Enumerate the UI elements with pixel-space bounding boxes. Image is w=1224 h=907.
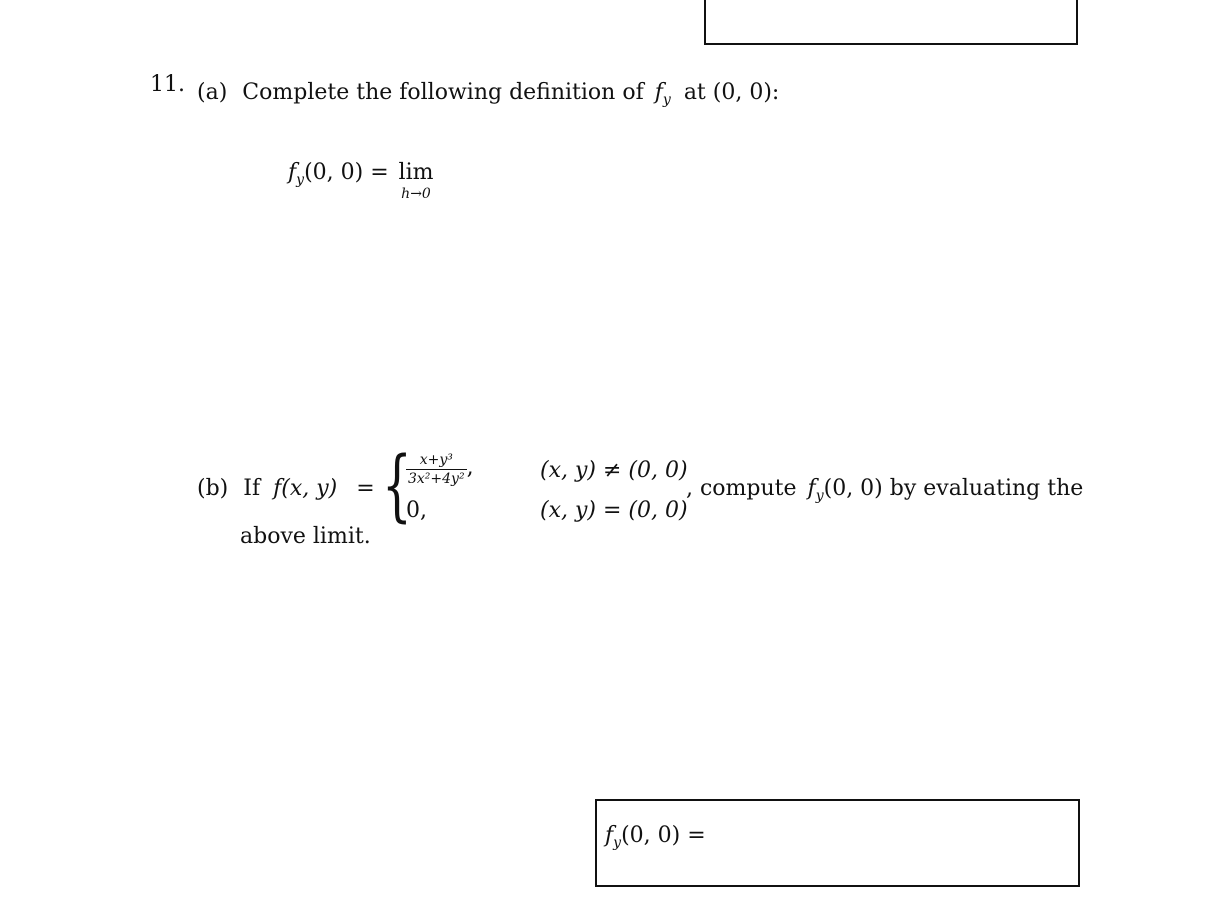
case1-numerator: x+y³ bbox=[419, 452, 453, 468]
equals-sign: = bbox=[356, 476, 375, 501]
case2-value: 0, bbox=[406, 498, 427, 523]
definition-lhs bbox=[288, 160, 389, 188]
answer-point: (0, 0) = bbox=[621, 823, 706, 848]
part-a-label: (a) bbox=[197, 80, 228, 105]
problem-number: 11. bbox=[150, 72, 185, 97]
case1-comma: , bbox=[466, 455, 474, 480]
part-b-if: If bbox=[243, 476, 261, 501]
part-a-text bbox=[197, 80, 780, 108]
lim-text: lim bbox=[398, 160, 434, 185]
part-b-compute bbox=[686, 476, 1084, 504]
case1-fraction bbox=[406, 452, 474, 487]
fy-subscript-b: y bbox=[815, 488, 824, 504]
case1-condition: (x, y) ≠ (0, 0) bbox=[540, 458, 688, 483]
fy-symbol: f bbox=[654, 80, 663, 105]
f-lhs: f(x, y) bbox=[273, 476, 338, 501]
top-answer-box[interactable] bbox=[704, 0, 1078, 45]
answer-box[interactable] bbox=[595, 799, 1080, 887]
fy-subscript-answer: y bbox=[613, 835, 622, 851]
case1-denominator: 3x²+4y² bbox=[408, 471, 465, 487]
fy-subscript-def: y bbox=[296, 172, 305, 188]
compute-text: , compute bbox=[686, 476, 797, 501]
compute-point: (0, 0) by evaluating the bbox=[823, 476, 1084, 501]
part-b-continuation: above limit. bbox=[240, 524, 371, 549]
fy-symbol-answer: f bbox=[605, 823, 614, 848]
answer-label bbox=[605, 823, 706, 851]
fy-subscript: y bbox=[662, 92, 671, 108]
piecewise-brace: { bbox=[382, 441, 412, 531]
part-a-at: at (0, 0): bbox=[683, 80, 780, 105]
part-b-lead bbox=[197, 478, 375, 500]
fy-symbol-def: f bbox=[288, 160, 297, 185]
case2-condition: (x, y) = (0, 0) bbox=[540, 498, 688, 523]
fy-symbol-b: f bbox=[807, 476, 816, 501]
lim-subscript: h→0 bbox=[401, 186, 431, 202]
part-b-label: (b) bbox=[197, 476, 229, 501]
limit-operator bbox=[394, 162, 438, 202]
definition-lhs-point: (0, 0) = bbox=[304, 160, 389, 185]
part-a-prompt: Complete the following definition of bbox=[242, 80, 644, 105]
